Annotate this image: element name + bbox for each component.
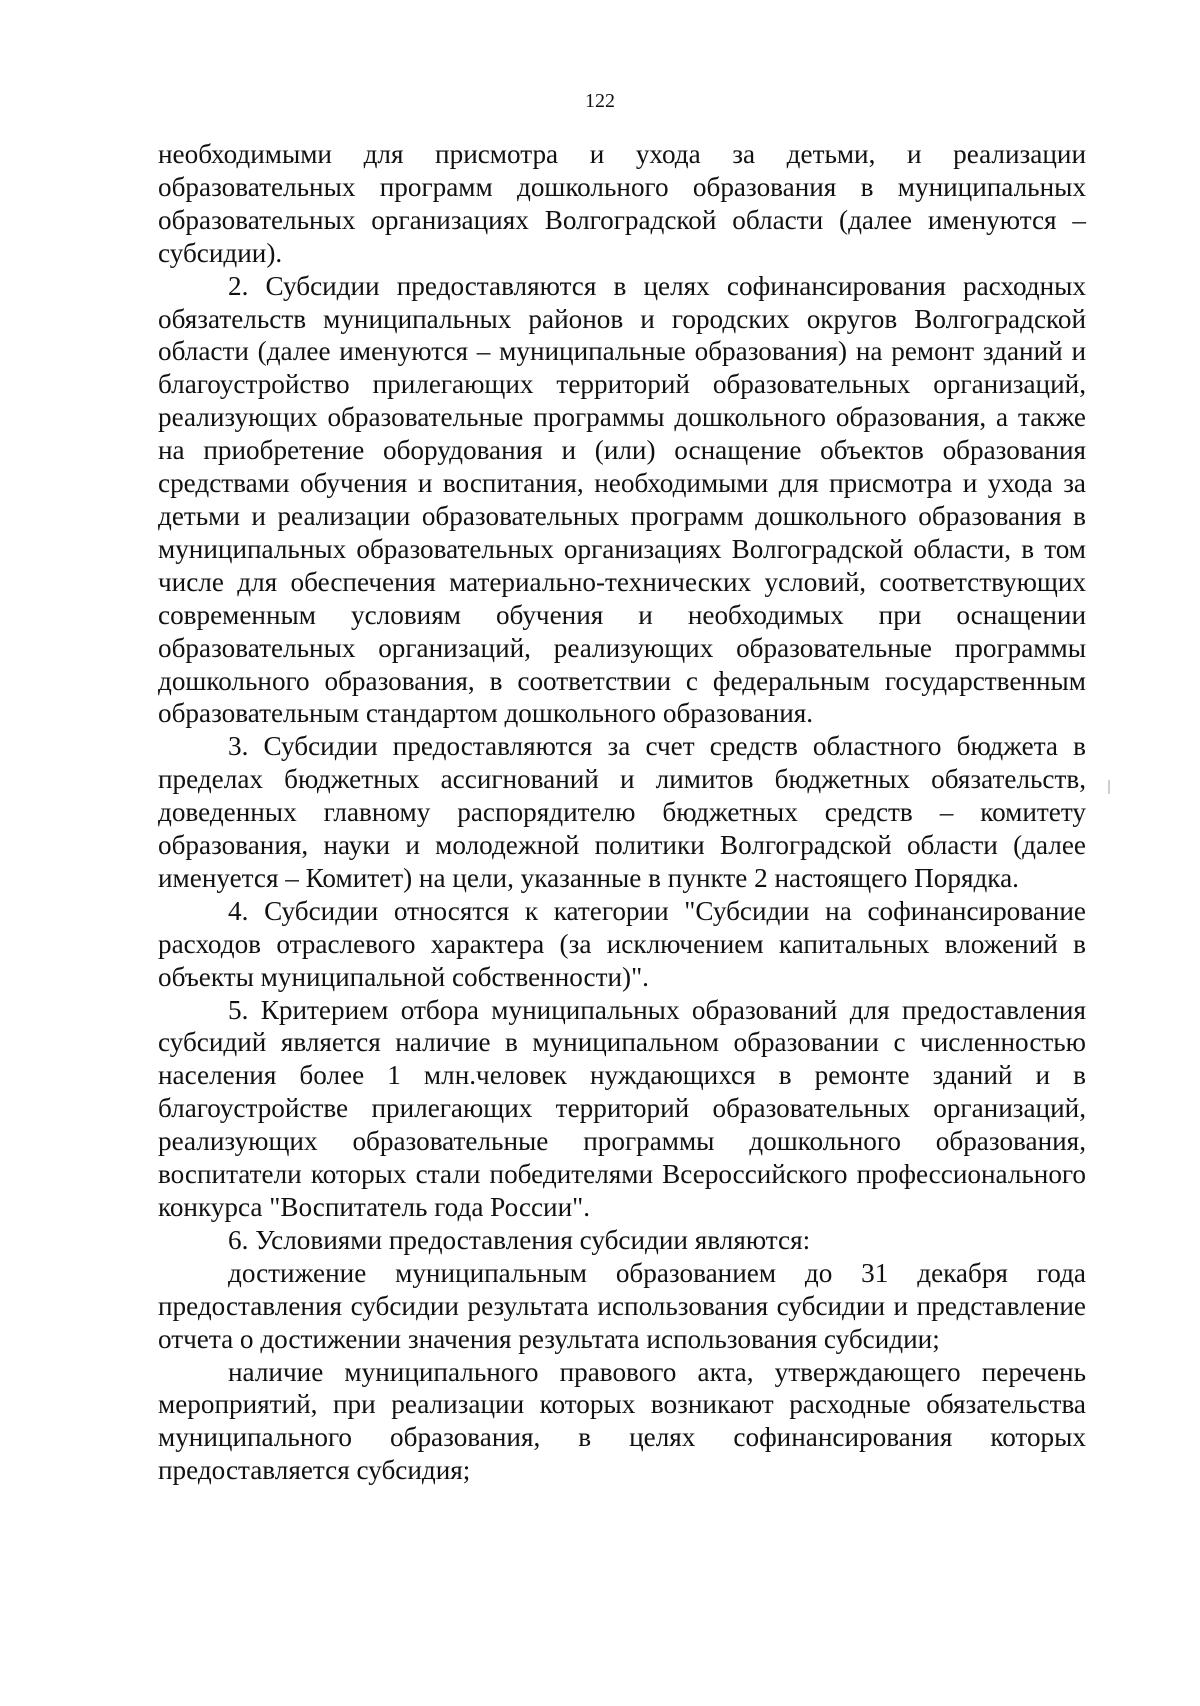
paragraph-condition-result: достижение муниципальным образованием до 31 декабря года предоставления субсидии результата использования субсидии и представление отчета о достижении значения результата использования субсидии; — [158, 1257, 1086, 1354]
paragraph-condition-legal-act: наличие муниципального правового акта, утверждающего перечень мероприятий, при реализации которых возникают расходные обязательства муниципального образования, в целях софинансирования которых предоставляется субсидия; — [158, 1356, 1086, 1486]
paragraph-item-5: 5. Критерием отбора муниципальных образований для предоставления субсидий является наличие в муниципальном образовании с численностью населения более 1 млн.человек нуждающихся в ремонте зданий и в благоустройстве прилегающих территорий образовательных организаций, реализующих образовательные программы дошкольного образования, воспитатели которых стали победителями Всероссийского профессионального конкурса "Воспитатель года России". — [158, 994, 1086, 1222]
document-body — [158, 138, 1086, 1487]
scan-edge-mark — [1108, 780, 1110, 794]
paragraph-item-6: 6. Условиями предоставления субсидии являются: — [228, 1224, 811, 1255]
paragraph-item-2: 2. Субсидии предоставляются в целях софинансирования расходных обязательств муниципальных районов и городских округов Волгоградской области (далее именуются – муниципальные образования) на ремонт зданий и благоустройство прилегающих территорий образовательных организаций, реализующих образовательные программы дошкольного образования, а также на приобретение оборудования и (или) оснащение объектов образования средствами обучения и воспитания, необходимыми для присмотра и ухода за детьми и реализации образовательных программ дошкольного образования в муниципальных образовательных организациях Волгоградской области, в том числе для обеспечения материально-технических условий, соответствующих современным условиям обучения и необходимых при оснащении образовательных организаций, реализующих образовательные программы дошкольного образования, в соответствии с федеральным государственным образовательным стандартом дошкольного образования. — [158, 270, 1086, 729]
paragraph-item-4: 4. Субсидии относятся к категории "Субсидии на софинансирование расходов отраслевого характера (за исключением капитальных вложений в объекты муниципальной собственности)". — [158, 895, 1086, 992]
page-number: 122 — [585, 90, 615, 112]
paragraph-item-3: 3. Субсидии предоставляются за счет средств областного бюджета в пределах бюджетных ассигнований и лимитов бюджетных обязательств, доведенных главному распорядителю бюджетных средств – комитету образования, науки и молодежной политики Волгоградской области (далее именуется – Комитет) на цели, указанные в пункте 2 настоящего Порядка. — [158, 731, 1086, 893]
paragraph-continuation: необходимыми для присмотра и ухода за детьми, и реализации образовательных программ дошкольного образования в муниципальных образовательных организациях Волгоградской области (далее именуются – субсидии). — [158, 139, 1086, 268]
